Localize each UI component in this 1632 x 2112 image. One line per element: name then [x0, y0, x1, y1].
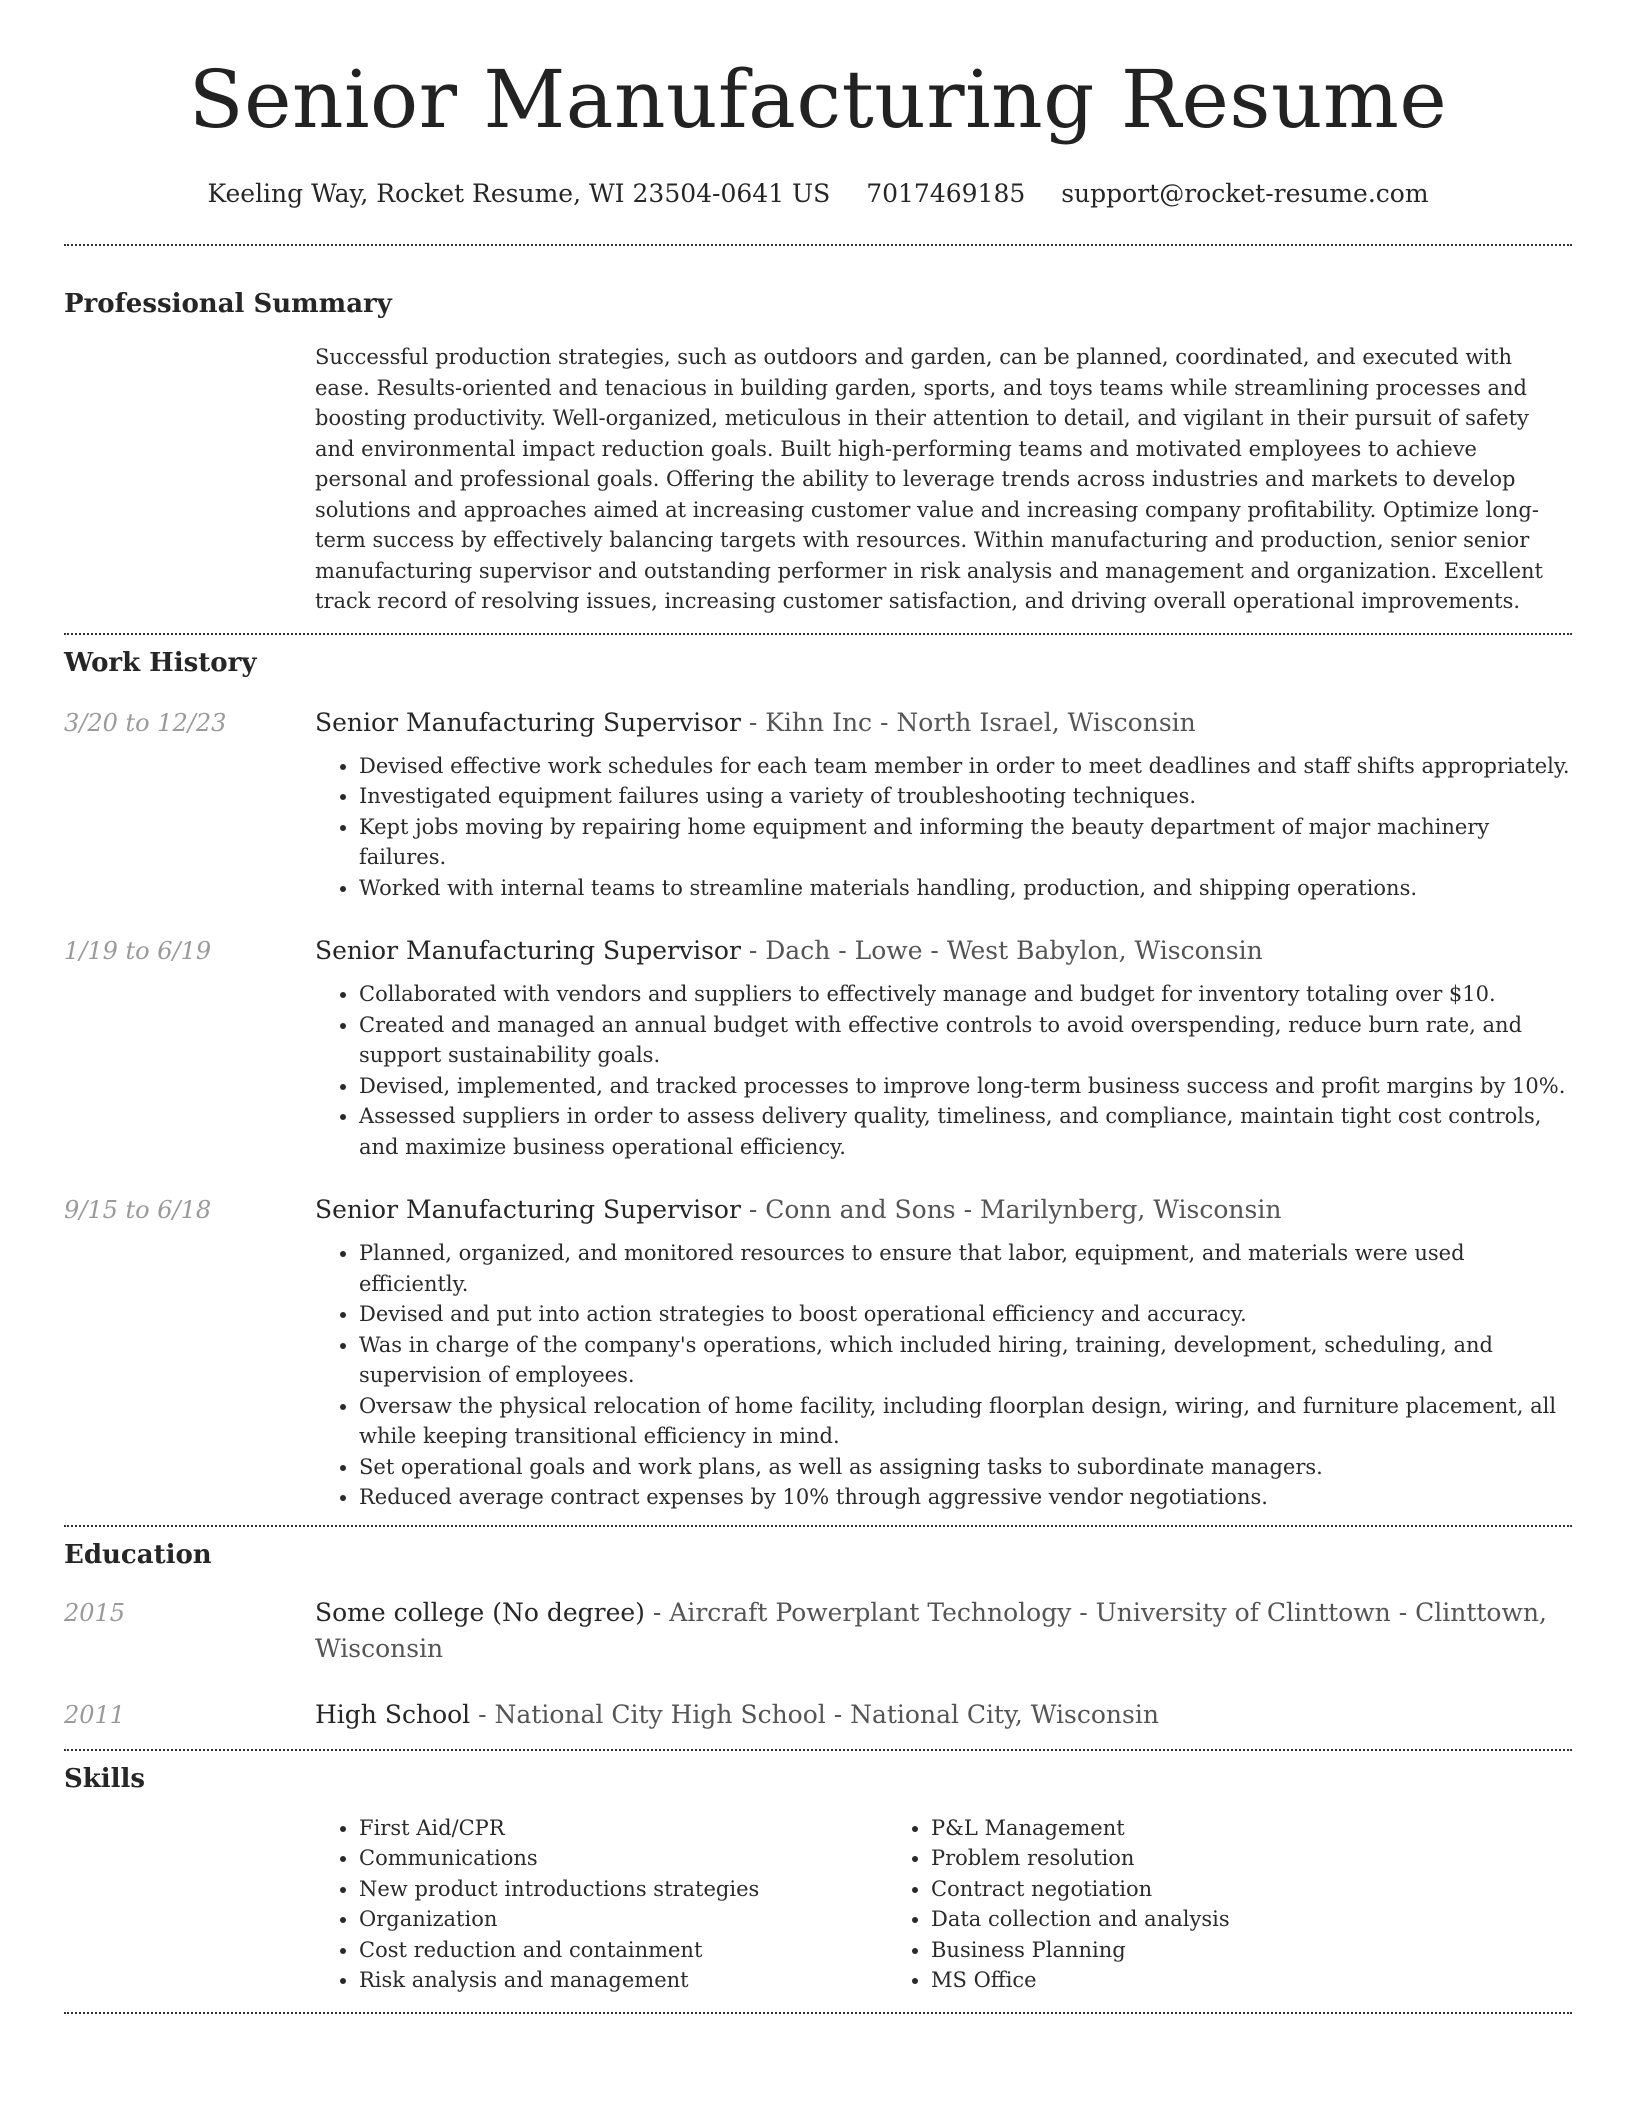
job-title: [315, 933, 1572, 969]
skill-item: • Risk analysis and management: [359, 1965, 887, 1996]
job-dates: 1/19 to 6/19: [64, 937, 212, 965]
skills-list-left: [315, 1813, 887, 1996]
job-details: - Dach - Lowe - West Babylon, Wisconsin: [740, 936, 1263, 965]
list-item: • Oversaw the physical relocation of home facility, including floorplan design, wiring, and furniture placement, all while keeping transitional efficiency in mind.: [359, 1391, 1572, 1452]
education-year: 2015: [64, 1598, 126, 1627]
job-title: [315, 705, 1572, 741]
section-title-summary: Professional Summary: [64, 289, 392, 319]
skill-item: • Contract negotiation: [931, 1874, 1459, 1905]
resume-page: [64, 0, 1572, 2014]
job-entry: [64, 1192, 1572, 1513]
education-section: [64, 1539, 1572, 1733]
contact-line: [64, 178, 1572, 210]
skill-item: • Communications: [359, 1843, 887, 1874]
job-title: [315, 1192, 1572, 1228]
resume-name: Senior Manufacturing Resume: [188, 53, 1448, 146]
skills-list-right: [887, 1813, 1459, 1996]
skill-item: • Business Planning: [931, 1935, 1459, 1966]
list-item: • Kept jobs moving by repairing home equipment and informing the beauty department of major machinery failures.: [359, 812, 1572, 873]
list-item: • Created and managed an annual budget with effective controls to avoid overspending, reduce burn rate, and support sustainability goals.: [359, 1010, 1572, 1071]
education-details: - National City High School - National City, Wisconsin: [470, 1699, 1159, 1729]
skill-item: • Organization: [359, 1904, 887, 1935]
contact-email: support@rocket-resume.com: [1061, 179, 1429, 208]
list-item: • Planned, organized, and monitored resources to ensure that labor, equipment, and materials were used efficiently.: [359, 1238, 1572, 1299]
divider: [64, 633, 1572, 635]
education-body: [315, 1697, 1572, 1733]
job-entry: [64, 705, 1572, 904]
list-item: • Set operational goals and work plans, as well as assigning tasks to subordinate managers.: [359, 1452, 1572, 1483]
list-item: • Devised, implemented, and tracked processes to improve long-term business success and profit margins by 10%.: [359, 1071, 1572, 1102]
list-item: • Assessed suppliers in order to assess delivery quality, timeliness, and compliance, maintain tight cost controls, and maximize business operational efficiency.: [359, 1101, 1572, 1162]
divider: [64, 1749, 1572, 1751]
divider: [64, 1525, 1572, 1527]
job-role: Senior Manufacturing Supervisor: [315, 936, 741, 965]
section-title-work-history: Work History: [64, 647, 257, 678]
skill-item: • P&L Management: [931, 1813, 1459, 1844]
skill-item: • Cost reduction and containment: [359, 1935, 887, 1966]
education-entry: [64, 1595, 1572, 1667]
job-body: [315, 1192, 1572, 1513]
resume-header: [64, 0, 1572, 210]
list-item: • Reduced average contract expenses by 10% through aggressive vendor negotiations.: [359, 1482, 1572, 1513]
job-dates: 9/15 to 6/18: [64, 1196, 212, 1224]
education-degree: Some college (No degree): [315, 1597, 645, 1627]
section-title-skills: Skills: [64, 1763, 146, 1794]
section-title-education: Education: [64, 1539, 212, 1570]
education-details: - Aircraft Powerplant Technology - University of Clinttown - Clinttown, Wisconsin: [315, 1597, 1547, 1663]
job-bullets: [315, 751, 1572, 904]
divider: [64, 2012, 1572, 2014]
education-body: [315, 1595, 1572, 1667]
list-item: • Worked with internal teams to streamline materials handling, production, and shipping operations.: [359, 873, 1572, 904]
job-bullets: [315, 1238, 1572, 1513]
skills-columns: [315, 1813, 1572, 1996]
summary-text: Successful production strategies, such as outdoors and garden, can be planned, coordinated, and executed with ease. Results-oriented and tenacious in building garden, sports, and toys teams while streamlining processes and boosting productivity. Well-organized, meticulous in their attention to detail, and vigilant in their pursuit of safety and environmental impact reduction goals. Built high-performing teams and motivated employees to achieve personal and professional goals. Offering the ability to leverage trends across industries and markets to develop solutions and approaches aimed at increasing customer value and increasing company profitability. Optimize long-term success by effectively balancing targets with resources. Within manufacturing and production, senior senior manufacturing supervisor and outstanding performer in risk analysis and management and organization. Excellent track record of resolving issues, increasing customer satisfaction, and driving overall operational improvements.: [315, 345, 1543, 613]
skills-section: [64, 1763, 1572, 1996]
work-history-section: [64, 647, 1572, 1513]
list-item: • Was in charge of the company's operations, which included hiring, training, development, scheduling, and supervision of employees.: [359, 1330, 1572, 1391]
job-dates: 3/20 to 12/23: [64, 708, 227, 737]
education-entry: [64, 1697, 1572, 1733]
job-details: - Kihn Inc - North Israel, Wisconsin: [740, 707, 1196, 737]
job-entry: [64, 933, 1572, 1162]
job-bullets: [315, 979, 1572, 1162]
list-item: • Devised and put into action strategies to boost operational efficiency and accuracy.: [359, 1299, 1572, 1330]
job-body: [315, 933, 1572, 1162]
education-year: 2011: [64, 1700, 126, 1729]
skill-item: • Data collection and analysis: [931, 1904, 1459, 1935]
divider: [64, 244, 1572, 246]
skill-item: • New product introductions strategies: [359, 1874, 887, 1905]
job-body: [315, 705, 1572, 904]
skill-item: • First Aid/CPR: [359, 1813, 887, 1844]
summary-section: [64, 288, 1572, 617]
contact-phone: 7017469185: [866, 179, 1026, 208]
list-item: • Devised effective work schedules for each team member in order to meet deadlines and staff shifts appropriately.: [359, 751, 1572, 782]
education-degree: High School: [315, 1699, 471, 1729]
list-item: • Investigated equipment failures using a variety of troubleshooting techniques.: [359, 781, 1572, 812]
job-role: Senior Manufacturing Supervisor: [315, 707, 741, 737]
list-item: • Collaborated with vendors and suppliers to effectively manage and budget for inventory totaling over $10.: [359, 979, 1572, 1010]
skill-item: • MS Office: [931, 1965, 1459, 1996]
job-role: Senior Manufacturing Supervisor: [315, 1195, 741, 1224]
skill-item: • Problem resolution: [931, 1843, 1459, 1874]
contact-address: Keeling Way, Rocket Resume, WI 23504-0641 US: [207, 179, 831, 208]
job-details: - Conn and Sons - Marilynberg, Wisconsin: [740, 1195, 1282, 1224]
